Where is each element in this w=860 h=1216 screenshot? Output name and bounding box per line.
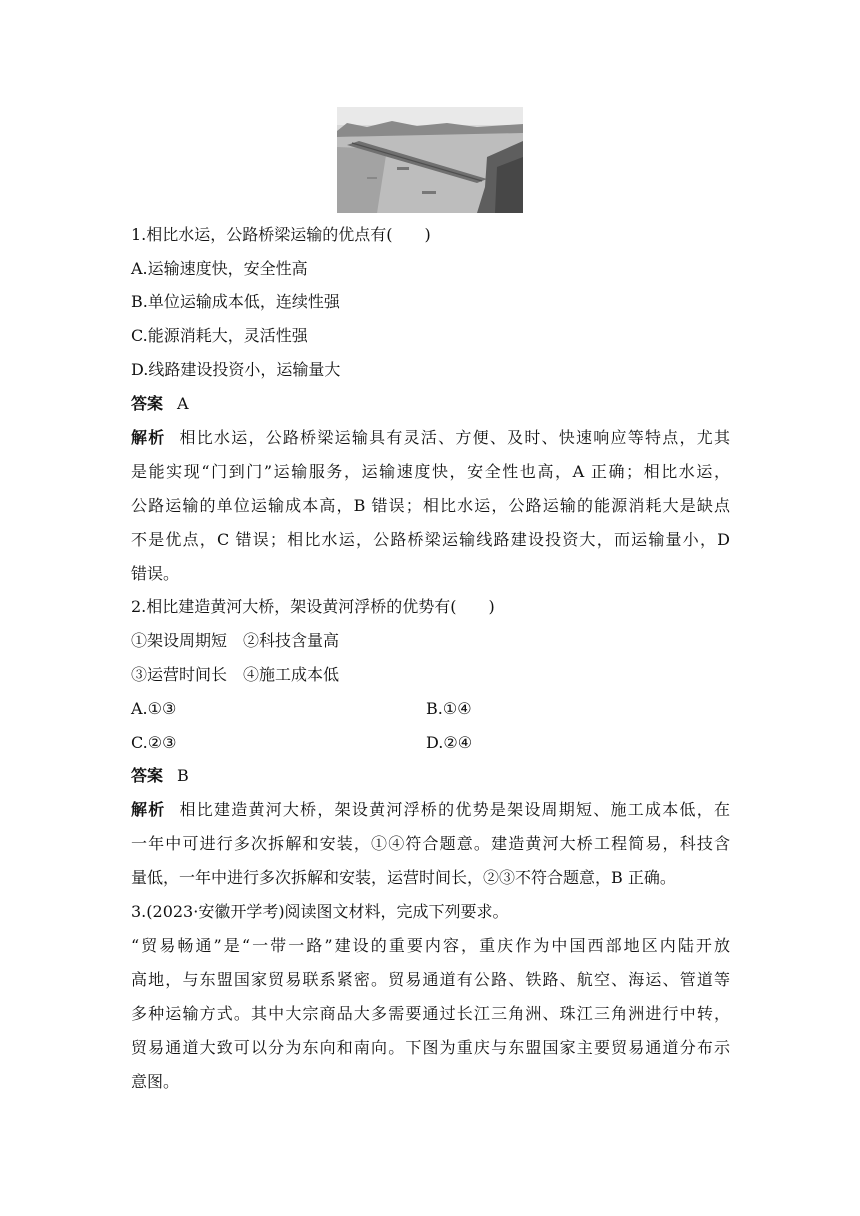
q1-analysis-line-1: 解析 相比水运，公路桥梁运输具有灵活、方便、及时、快速响应等特点，尤其 — [131, 428, 730, 447]
q1-analysis-line-5: 错误。 — [131, 564, 180, 583]
q2-option-a: A.①③ — [131, 699, 177, 718]
q2-option-d: D.②④ — [426, 733, 473, 752]
q1-analysis-line-3: 公路运输的单位运输成本高，B 错误；相比水运，公路运输的能源消耗大是缺点 — [131, 496, 730, 515]
q1-analysis-line-2: 是能实现“门到门”运输服务，运输速度快，安全性也高，A 正确；相比水运， — [131, 462, 730, 481]
q3-material-line-4: 贸易通道大致可以分为东向和南向。下图为重庆与东盟国家主要贸易通道分布示 — [131, 1038, 730, 1057]
question-1-stem: 1.相比水运，公路桥梁运输的优点有( ) — [131, 225, 431, 244]
q2-analysis-line-3: 量低，一年中进行多次拆解和安装，运营时间长，②③不符合题意，B 正确。 — [131, 868, 676, 887]
q2-analysis-line-2: 一年中可进行多次拆解和安装，①④符合题意。建造黄河大桥工程简易，科技含 — [131, 834, 730, 853]
q2-items-1: ①架设周期短 ②科技含量高 — [131, 631, 340, 650]
q1-analysis-line-4: 不是优点，C 错误；相比水运，公路桥梁运输线路建设投资大，而运输量小，D — [131, 530, 730, 549]
q2-analysis-line-1: 解析 相比建造黄河大桥，架设黄河浮桥的优势是架设周期短、施工成本低，在 — [131, 800, 730, 819]
answer-value: B — [177, 766, 189, 785]
analysis-label: 解析 — [131, 800, 166, 819]
q1-option-d: D.线路建设投资小，运输量大 — [131, 360, 341, 379]
q2-option-b: B.①④ — [426, 699, 472, 718]
q1-option-c: C.能源消耗大，灵活性强 — [131, 326, 308, 345]
q3-material-line-5: 意图。 — [131, 1072, 180, 1091]
q2-answer — [131, 766, 189, 786]
q1-option-a: A.运输速度快，安全性高 — [131, 259, 308, 278]
q3-material-line-1: “贸易畅通”是“一带一路”建设的重要内容，重庆作为中国西部地区内陆开放 — [131, 936, 730, 955]
question-3-stem: 3.(2023·安徽开学考)阅读图文材料，完成下列要求。 — [131, 902, 509, 921]
q3-material-line-3: 多种运输方式。其中大宗商品大多需要通过长江三角洲、珠江三角洲进行中转， — [131, 1004, 730, 1023]
answer-label: 答案 — [131, 766, 164, 785]
q1-option-b: B.单位运输成本低，连续性强 — [131, 292, 340, 311]
q1-answer — [131, 394, 189, 414]
question-2-stem: 2.相比建造黄河大桥，架设黄河浮桥的优势有( ) — [131, 597, 495, 616]
q2-items-2: ③运营时间长 ④施工成本低 — [131, 665, 340, 684]
q3-material-line-2: 高地，与东盟国家贸易联系紧密。贸易通道有公路、铁路、航空、海运、管道等 — [131, 970, 730, 989]
answer-value: A — [177, 394, 189, 413]
q2-option-c: C.②③ — [131, 733, 177, 752]
analysis-label: 解析 — [131, 428, 166, 447]
answer-label: 答案 — [131, 394, 164, 413]
pontoon-bridge-photo — [337, 107, 523, 213]
